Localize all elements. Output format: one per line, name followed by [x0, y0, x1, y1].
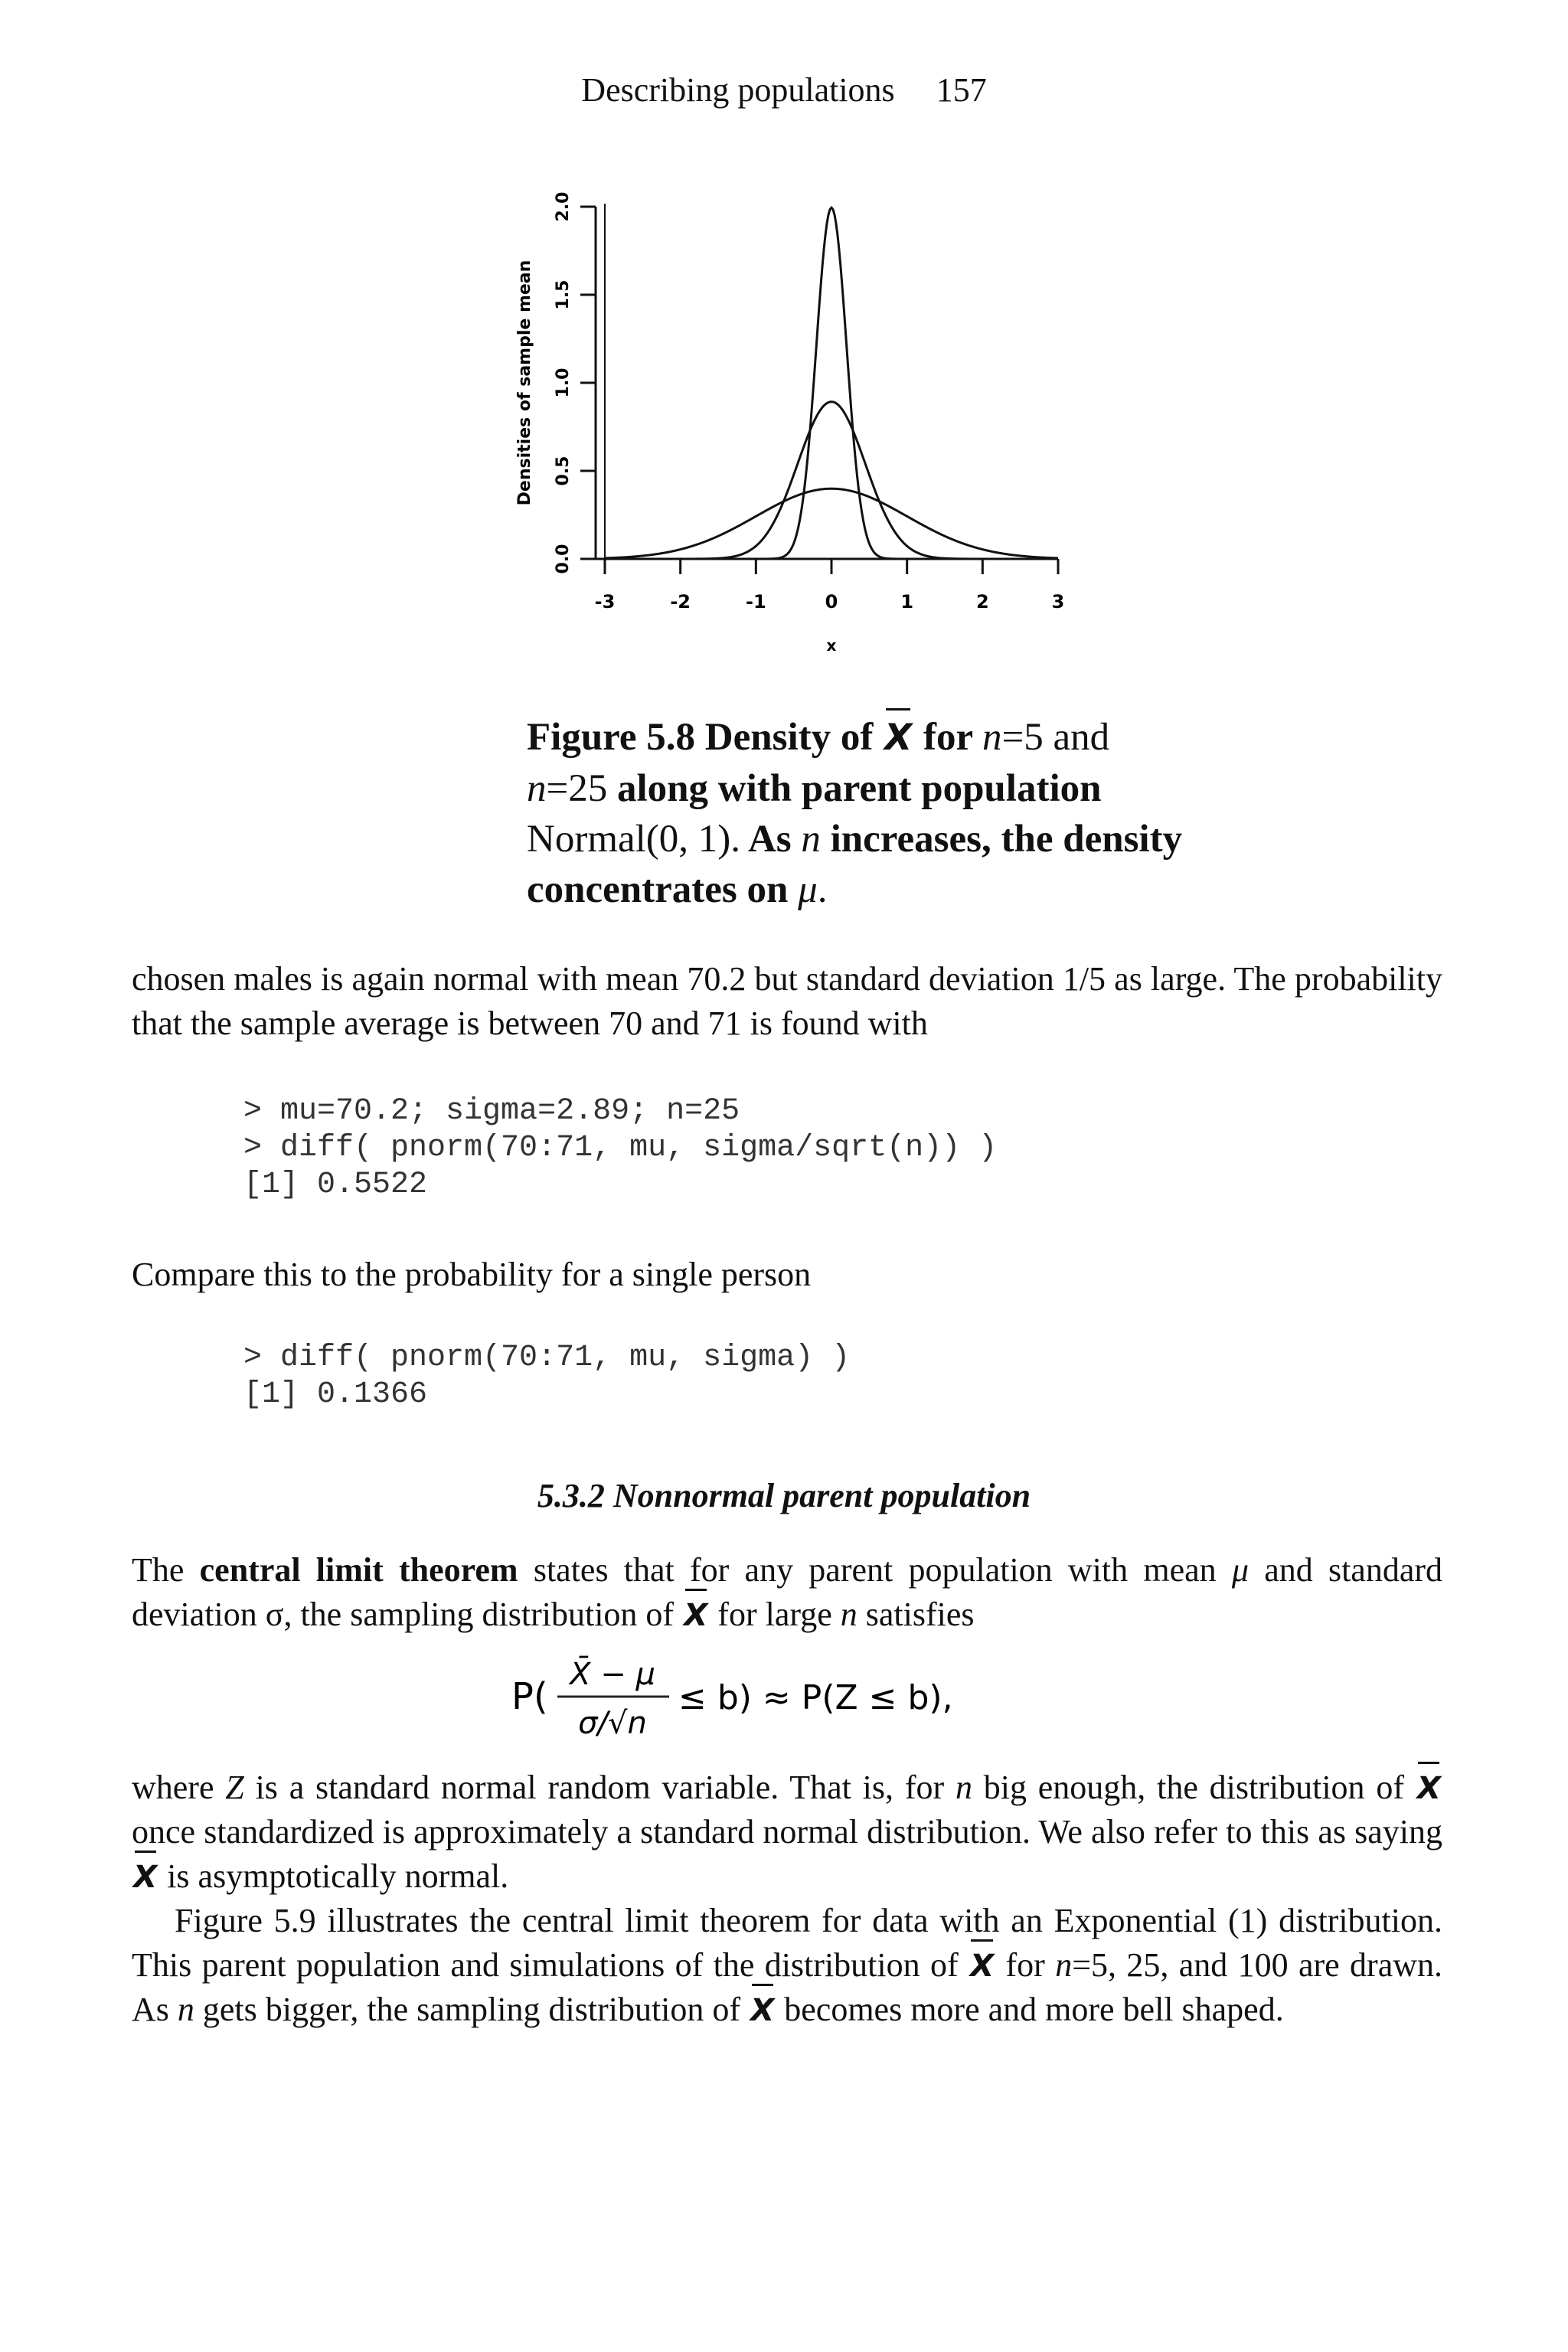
- y-tick-label: 0.0: [554, 544, 573, 574]
- text: big enough, the distribution of: [972, 1769, 1416, 1806]
- xbar-symbol: X: [1416, 1766, 1442, 1810]
- x-tick-label: 2: [975, 591, 989, 612]
- caption-eq25: =25: [546, 767, 608, 810]
- xbar-symbol: X: [883, 713, 913, 763]
- density-figure: [490, 184, 1072, 697]
- text: =5, 25, and 100 are drawn. As: [132, 1946, 1443, 2028]
- text: gets bigger, the sampling distribution of: [194, 1991, 750, 2028]
- page-number: 157: [936, 71, 987, 109]
- x-tick-label: 0: [825, 591, 838, 612]
- y-tick-label: 1.0: [554, 368, 573, 398]
- chart-labels: [515, 192, 1064, 655]
- caption-for: for: [923, 716, 973, 759]
- paragraph-4: [132, 1766, 1442, 1899]
- code-line: > diff( pnorm(70:71, mu, sigma/sqrt(n)) ): [243, 1131, 998, 1165]
- term-central-limit-theorem: central limit theorem: [199, 1551, 518, 1589]
- y-tick-label: 0.5: [554, 456, 573, 486]
- text: once standardized is approximately a standard normal distribution. We also refer to this as saying: [132, 1813, 1442, 1851]
- section-heading: 5.3.2 Nonnormal parent population: [537, 1477, 1031, 1514]
- code-line: [1] 0.1366: [243, 1377, 428, 1412]
- code-block-1: [243, 1093, 997, 1204]
- n-symbol: n: [177, 1991, 194, 2028]
- y-tick-label: 2.0: [554, 191, 573, 222]
- caption-eq5: =5 and: [1001, 716, 1110, 759]
- caption-period: .: [817, 868, 828, 911]
- density-curve-3: [605, 207, 1058, 559]
- figure-caption: [527, 712, 1216, 915]
- y-axis-title: Densities of sample mean: [515, 260, 534, 506]
- text: Figure 5.9 illustrates the central limit theorem for data with an Exponential (1) distribution. This parent population and simulations of the distribution of: [132, 1902, 1442, 1984]
- code-line: > diff( pnorm(70:71, mu, sigma) ): [243, 1341, 851, 1375]
- x-axis-title: x: [826, 636, 837, 655]
- caption-normal: Normal(0, 1).: [527, 818, 741, 861]
- x-tick-label: -1: [745, 591, 766, 612]
- density-curve-2: [605, 402, 1058, 559]
- code-line: > mu=70.2; sigma=2.89; n=25: [243, 1094, 740, 1129]
- mu-symbol: μ: [1231, 1551, 1249, 1589]
- x-tick-label: -3: [594, 591, 616, 612]
- n-symbol: n: [1055, 1946, 1073, 1984]
- text: states that for any parent population with mean: [518, 1551, 1232, 1589]
- code-block-2: [243, 1340, 850, 1413]
- x-tick-label: 3: [1051, 591, 1065, 612]
- caption-as: As: [740, 818, 802, 861]
- caption-n: n: [982, 716, 1002, 759]
- x-tick-label: -2: [670, 591, 691, 612]
- y-tick-label: 1.5: [554, 279, 573, 310]
- formula-p-open: P(: [511, 1675, 548, 1718]
- paragraph-1: chosen males is again normal with mean 70.2 but standard deviation 1/5 as large. The probability that the sample average is between 70 and 71 is found with: [132, 960, 1442, 1042]
- caption-n: n: [527, 767, 547, 810]
- text: and standard deviation σ, the sampling distribution of: [132, 1551, 1443, 1633]
- paragraph-3: [132, 1548, 1442, 1637]
- caption-n: n: [801, 818, 821, 861]
- text: The: [132, 1551, 200, 1589]
- caption-along: along with parent population: [607, 767, 1102, 810]
- text: where: [132, 1769, 226, 1806]
- x-tick-label: 1: [900, 591, 914, 612]
- xbar-symbol: X: [749, 1988, 776, 2032]
- density-curve-1: [605, 488, 1058, 558]
- caption-mu: μ: [798, 868, 818, 911]
- header-title: Describing populations: [581, 71, 895, 109]
- paragraph-5: [132, 1899, 1442, 2032]
- xbar-symbol: X: [132, 1854, 158, 1899]
- paragraph-2: Compare this to the probability for a single person: [132, 1256, 812, 1293]
- caption-increases: increases, the density concentrates on: [527, 818, 1183, 911]
- formula-rhs: ≤ b) ≈ P(Z ≤ b),: [678, 1678, 953, 1717]
- text: for: [995, 1946, 1056, 1984]
- text: satisfies: [857, 1596, 975, 1633]
- n-symbol: n: [955, 1769, 972, 1806]
- formula-numerator: X̄ − μ: [570, 1657, 655, 1692]
- caption-lead: Figure 5.8 Density of: [527, 716, 874, 759]
- code-line: [1] 0.5522: [243, 1168, 428, 1202]
- text: is asymptotically normal.: [158, 1857, 509, 1895]
- text: is a standard normal random variable. That is, for: [243, 1769, 956, 1806]
- n-symbol: n: [840, 1596, 858, 1633]
- text: for large: [709, 1596, 841, 1633]
- text: becomes more and more bell shaped.: [776, 1991, 1284, 2028]
- formula-denominator: σ/√n: [578, 1706, 647, 1741]
- chart-axes: [580, 204, 1058, 574]
- running-header: [0, 70, 1568, 109]
- clt-formula: [505, 1646, 980, 1746]
- xbar-symbol: X: [969, 1943, 995, 1988]
- z-symbol: Z: [225, 1769, 244, 1806]
- chart-curves: [605, 207, 1058, 559]
- xbar-symbol: X: [682, 1592, 709, 1637]
